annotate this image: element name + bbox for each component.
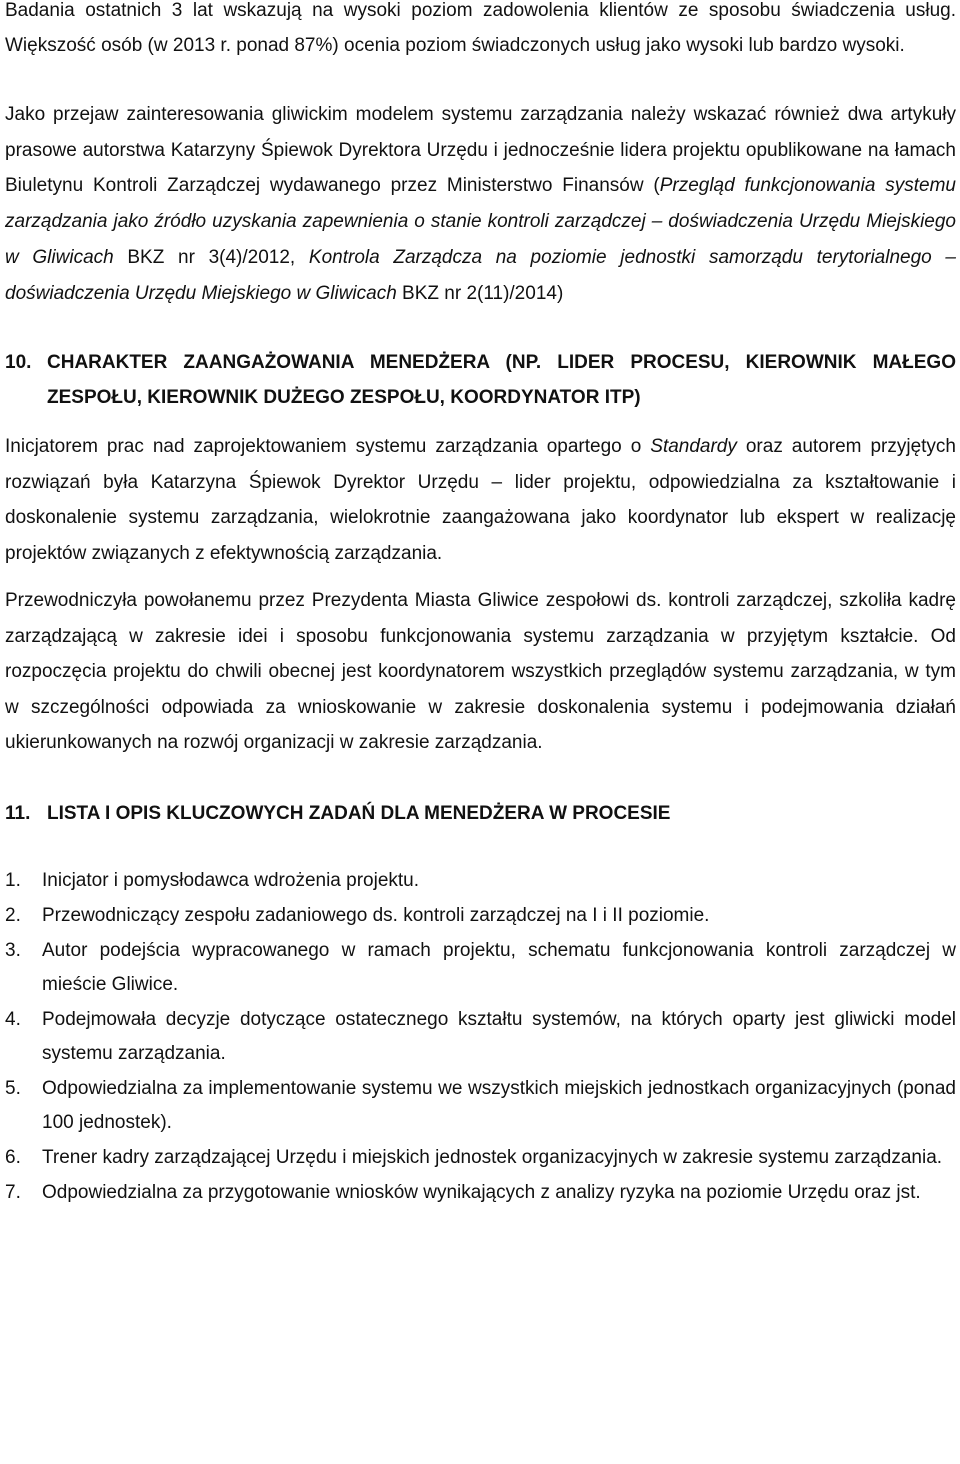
section-10-p1-end: oraz autorem przyjętych rozwiązań była Katarzyna Śpiewok Dyrektor Urzędu – lider projektu, odpowiedzialna za kształtowanie i doskonalenie systemu zarządzania, wielokrotnie zaangażowana jako koordynator lub ekspert w realizację projektów związanych z efektywnością zarządzania. [5, 436, 956, 564]
key-tasks-list [5, 864, 956, 1210]
article-title-1: Przegląd funkcjonowania systemu zarządzania jako źródło uzyskania zapewnienia o stanie kontroli zarządczej – doświadczenia Urzędu Miejskiego w Gliwicach [5, 175, 956, 268]
list-item-number: 5. [5, 1077, 21, 1099]
list-item-number: 1. [5, 869, 21, 891]
section-10-paragraph-2: Przewodniczyła powołanemu przez Prezydenta Miasta Gliwice zespołowi ds. kontroli zarządczej, szkoliła kadrę zarządzającą w zakresie idei i sposobu funkcjonowania systemu zarządzania w przyjętym kształcie. Od rozpoczęcia projektu do chwili obecnej jest koordynatorem wszystkich przeglądów systemu zarządzania, w tym w szczególności odpowiada za wnioskowanie w zakresie doskonalenia systemu i podejmowania działań ukierunkowanych na rozwój organizacji w zakresie zarządzania. [5, 590, 956, 754]
standardy-term: Standardy [650, 436, 737, 458]
intro-paragraph: Badania ostatnich 3 lat wskazują na wysoki poziom zadowolenia klientów ze sposobu świadczenia usług. Większość osób (w 2013 r. ponad 87%) ocenia poziom świadczonych usług jako wysoki lub bardzo wysoki. [5, 0, 956, 56]
list-item-text: Autor podejścia wypracowanego w ramach projektu, schematu funkcjonowania kontroli zarządczej w mieście Gliwice. [42, 939, 956, 995]
list-item-number: 7. [5, 1181, 21, 1203]
section-10-p1-start: Inicjatorem prac nad zaprojektowaniem systemu zarządzania opartego o [5, 436, 651, 458]
list-item-number: 4. [5, 1008, 21, 1030]
article-title-2: Kontrola Zarządcza na poziomie jednostki samorządu terytorialnego – doświadczenia Urzędu Miejskiego w Gliwicach [5, 246, 956, 304]
list-item [5, 1141, 956, 1175]
article-ref-1: BKZ nr 3(4)/2012, [113, 246, 309, 268]
articles-lead: Jako przejaw zainteresowania gliwickim modelem systemu zarządzania należy wskazać również dwa artykuły prasowe autorstwa Katarzyny Śpiewok Dyrektora Urzędu i jednocześnie lidera projektu opublikowane na łamach Biuletynu Kontroli Zarządczej wydawanego przez Ministerstwo Finansów ( [5, 104, 956, 197]
list-item-text: Odpowiedzialna za implementowanie systemu we wszystkich miejskich jednostkach organizacyjnych (ponad 100 jednostek). [42, 1077, 956, 1133]
articles-paragraph [5, 97, 956, 311]
section-11-number: 11. [5, 802, 31, 824]
list-item-text: Trener kadry zarządzającej Urzędu i miejskich jednostek organizacyjnych w zakresie systemu zarządzania. [42, 1146, 943, 1168]
list-item-text: Odpowiedzialna za przygotowanie wniosków wynikających z analizy ryzyka na poziomie Urzędu oraz jst. [42, 1181, 921, 1203]
list-item-number: 2. [5, 904, 21, 926]
section-11-heading [5, 796, 956, 831]
list-item [5, 1072, 956, 1140]
section-10-paragraph-1 [5, 429, 956, 571]
list-item-number: 6. [5, 1146, 21, 1168]
list-item-text: Przewodniczący zespołu zadaniowego ds. kontroli zarządczej na I i II poziomie. [42, 904, 710, 926]
article-ref-2: BKZ nr 2(11)/2014) [396, 282, 564, 304]
list-item-text: Inicjator i pomysłodawca wdrożenia projektu. [42, 869, 420, 891]
list-item [5, 864, 956, 898]
list-item [5, 934, 956, 1002]
document-page [5, 0, 956, 1210]
section-10-number: 10. [5, 352, 32, 374]
section-11-title: LISTA I OPIS KLUCZOWYCH ZADAŃ DLA MENEDŻERA W PROCESIE [47, 802, 671, 824]
list-item-number: 3. [5, 939, 21, 961]
list-item [5, 1003, 956, 1071]
list-item-text: Podejmowała decyzje dotyczące ostatecznego kształtu systemów, na których oparty jest gliwicki model systemu zarządzania. [42, 1008, 956, 1064]
section-10-title: CHARAKTER ZAANGAŻOWANIA MENEDŻERA (NP. LIDER PROCESU, KIEROWNIK MAŁEGO ZESPOŁU, KIEROWNIK DUŻEGO ZESPOŁU, KOORDYNATOR ITP) [47, 352, 956, 409]
list-item [5, 1176, 956, 1210]
section-10-heading [5, 345, 956, 415]
list-item [5, 899, 956, 933]
